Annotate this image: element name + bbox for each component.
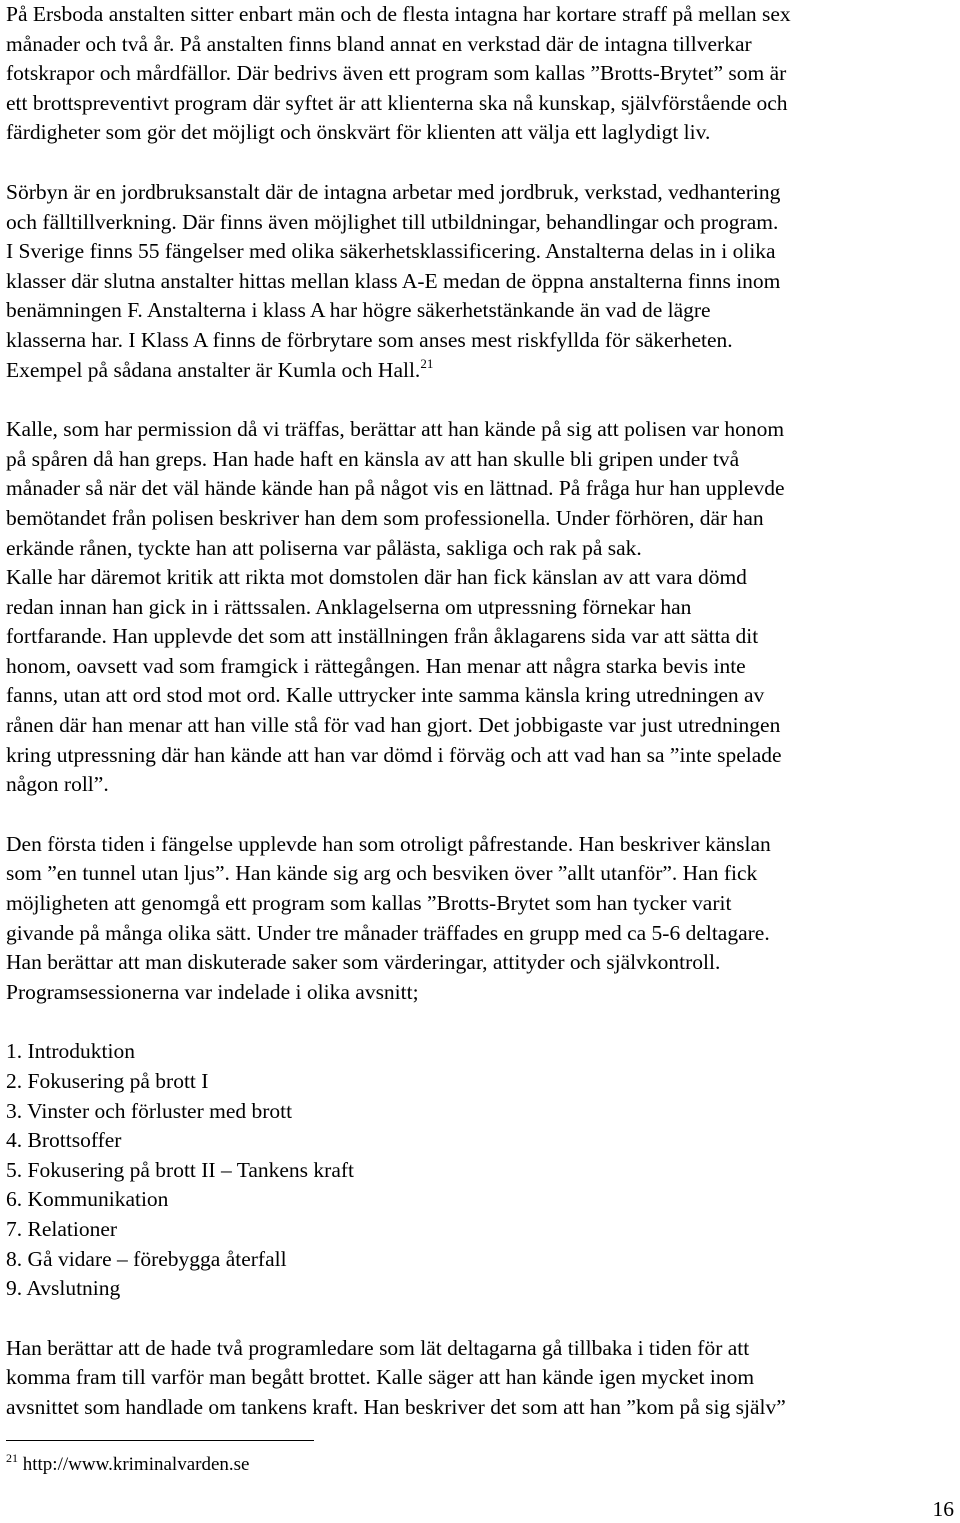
footnote-reference[interactable]: 21 <box>420 355 434 371</box>
paragraph-program-leaders <box>6 1334 954 1423</box>
text-line: fortfarande. Han upplevde det som att inställningen från åklagarens sida var att sätta dit <box>6 624 759 649</box>
text-line <box>6 356 954 386</box>
text-line: I Sverige finns 55 fängelser med olika säkerhetsklassificering. Anstalterna delas in i olika <box>6 239 776 264</box>
program-session-list <box>6 1037 954 1303</box>
text-line: bemötandet från polisen beskriver han dem som professionella. Under förhören, där han <box>6 505 764 530</box>
text-line: fotskrapor och mårdfällor. Där bedrivs även ett program som kallas ”Brotts-Brytet” som är <box>6 61 787 86</box>
text-line: honom, oavsett vad som framgick i rättegången. Han menar att några starka bevis inte <box>6 653 746 678</box>
text-line: redan innan han gick in i rättssalen. Anklagelserna om utpressning förnekar han <box>6 594 692 619</box>
text-line: Den första tiden i fängelse upplevde han som otroligt påfrestande. Han beskriver känslan <box>6 831 771 856</box>
paragraph-ersboda <box>6 0 954 148</box>
text-line: komma fram till varför man begått brottet. Kalle säger att han kände igen mycket inom <box>6 1365 755 1390</box>
paragraph-gap <box>6 148 954 178</box>
list-item: 4. Brottsoffer <box>6 1128 122 1153</box>
paragraph-sorbyn <box>6 178 954 385</box>
paragraph-gap <box>6 800 954 830</box>
text-line-content: Exempel på sådana anstalter är Kumla och Hall. <box>6 357 421 382</box>
list-item: 7. Relationer <box>6 1216 118 1241</box>
list-item: 8. Gå vidare – förebygga återfall <box>6 1246 287 1271</box>
text-line: klasser där slutna anstalter hittas mellan klass A-E medan de öppna anstalterna finns inom <box>6 268 781 293</box>
footnote <box>6 1453 249 1477</box>
paragraph-kalle-arrest <box>6 415 954 800</box>
text-line: Programsessionerna var indelade i olika avsnitt; <box>6 979 419 1004</box>
text-line: på spåren då han greps. Han hade haft en känsla av att han skulle bli gripen under två <box>6 446 740 471</box>
text-line: avsnittet som handlade om tankens kraft. Han beskriver det som att han ”kom på sig själv” <box>6 1394 786 1419</box>
text-line: färdigheter som gör det möjligt och önskvärt för klienten att välja ett laglydigt liv. <box>6 120 711 145</box>
text-line: fanns, utan att ord stod mot ord. Kalle uttrycker inte samma känsla kring utredningen av <box>6 683 765 708</box>
text-line: Sörbyn är en jordbruksanstalt där de intagna arbetar med jordbruk, verkstad, vedhantering <box>6 179 781 204</box>
text-line: Han berättar att de hade två programledare som lät deltagarna gå tillbaka i tiden för att <box>6 1335 750 1360</box>
text-line: Kalle har däremot kritik att rikta mot domstolen där han fick känslan av att vara dömd <box>6 565 747 590</box>
text-line: möjligheten att genomgå ett program som kallas ”Brotts-Brytet som han tycker varit <box>6 891 732 916</box>
document-page <box>6 0 954 1423</box>
list-item: 5. Fokusering på brott II – Tankens kraft <box>6 1157 354 1182</box>
footnote-link[interactable]: http://www.kriminalvarden.se <box>22 1454 250 1475</box>
text-line: och fälltillverkning. Där finns även möjlighet till utbildningar, behandlingar och program. <box>6 209 779 234</box>
paragraph-prison-time <box>6 830 954 1008</box>
list-item: 9. Avslutning <box>6 1276 121 1301</box>
paragraph-gap <box>6 1304 954 1334</box>
text-line: kring utpressning där han kände att han var dömd i förväg och att vad han sa ”inte spelade <box>6 742 782 767</box>
list-item: 2. Fokusering på brott I <box>6 1069 209 1093</box>
text-line: benämningen F. Anstalterna i klass A har högre säkerhetstänkande än vad de lägre <box>6 298 711 323</box>
paragraph-gap <box>6 385 954 415</box>
page-number: 16 <box>932 1497 954 1521</box>
text-line: månader så när det väl hände kände han på något vis en lättnad. På fråga hur han upplevde <box>6 476 785 501</box>
list-item: 1. Introduktion <box>6 1039 135 1064</box>
text-line: På Ersboda anstalten sitter enbart män och de flesta intagna har kortare straff på mellan sex <box>6 2 791 26</box>
paragraph-gap <box>6 1007 954 1037</box>
text-line: som ”en tunnel utan ljus”. Han kände sig arg och besviken över ”allt utanför”. Han fick <box>6 861 758 886</box>
text-line: Han berättar att man diskuterade saker som värderingar, attityder och självkontroll. <box>6 950 721 975</box>
text-line: månader och två år. På anstalten finns bland annat en verkstad där de intagna tillverkar <box>6 31 752 56</box>
footnote-number: 21 <box>6 1451 18 1465</box>
text-line: rånen där han menar att han ville stå för vad han gjort. Det jobbigaste var just utredningen <box>6 713 781 738</box>
list-item: 6. Kommunikation <box>6 1187 169 1212</box>
text-line: erkände rånen, tyckte han att poliserna var pålästa, sakliga och rak på sak. <box>6 535 642 560</box>
list-item: 3. Vinster och förluster med brott <box>6 1098 293 1123</box>
text-line: klasserna har. I Klass A finns de förbrytare som anses mest riskfyllda för säkerheten. <box>6 327 733 352</box>
footnote-separator <box>6 1440 314 1441</box>
text-line: någon roll”. <box>6 772 109 797</box>
text-line: Kalle, som har permission då vi träffas, berättar att han kände på sig att polisen var honom <box>6 417 785 442</box>
text-line: ett brottspreventivt program där syftet är att klienterna ska nå kunskap, självförstående och <box>6 90 788 115</box>
text-line: givande på många olika sätt. Under tre månader träffades en grupp med ca 5-6 deltagare. <box>6 920 770 945</box>
